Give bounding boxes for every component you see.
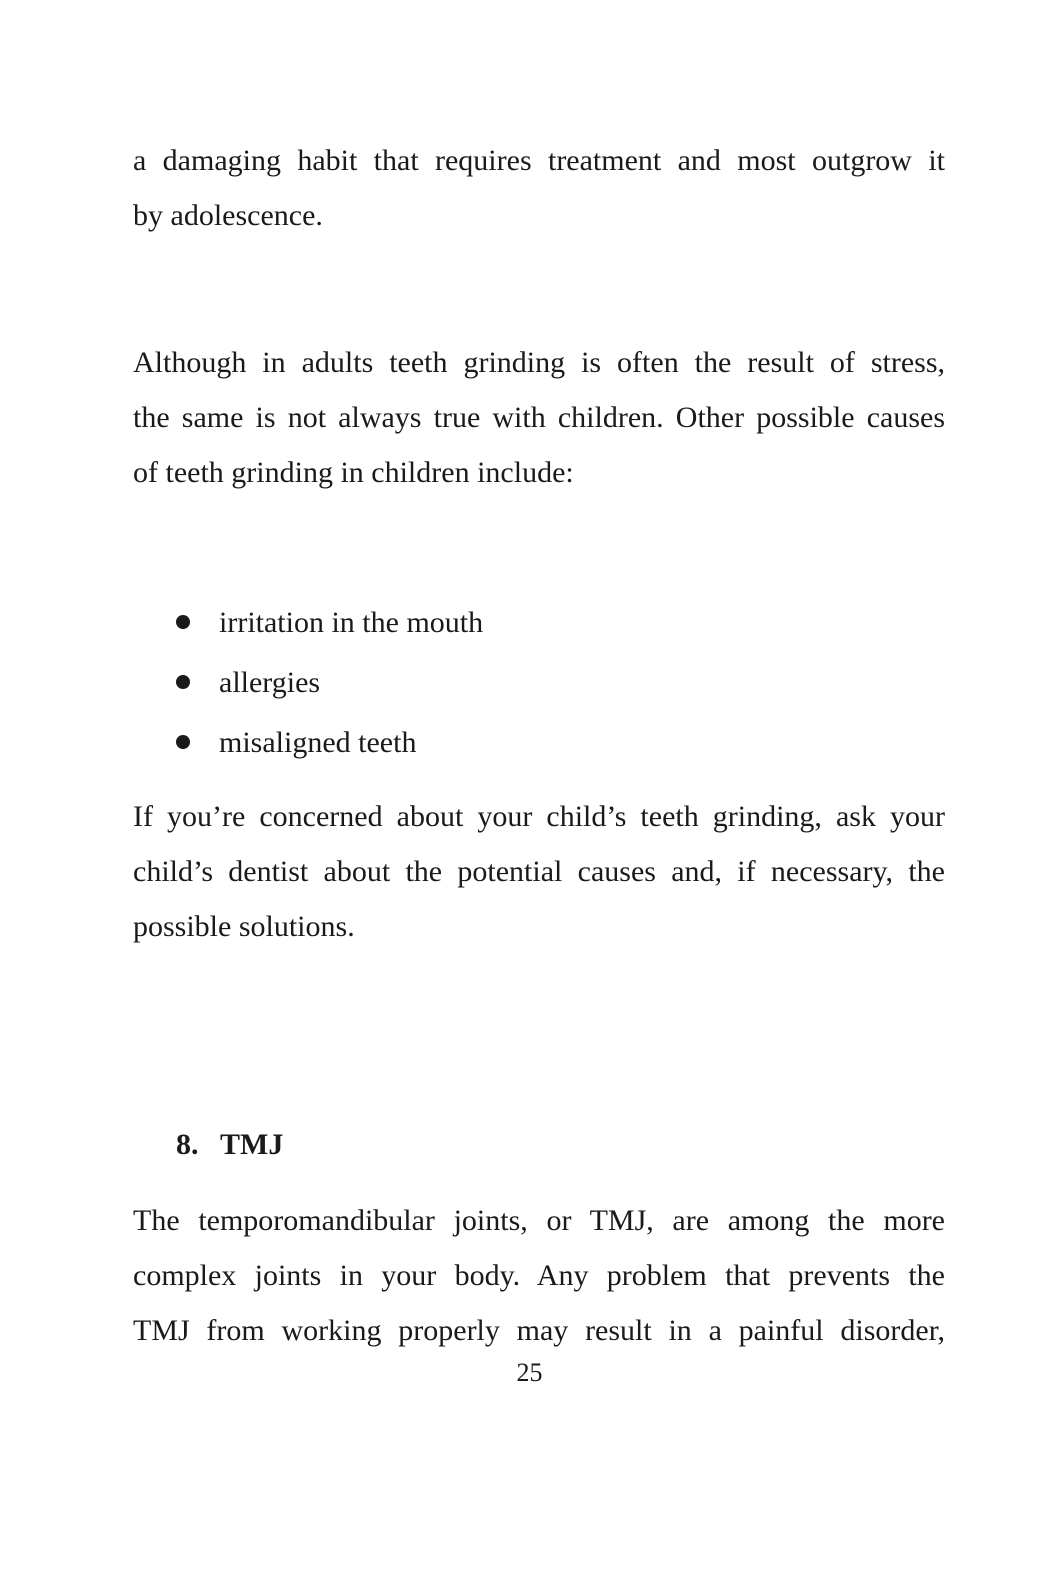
section-number: 8.: [176, 1128, 199, 1161]
section-heading: [176, 1127, 283, 1163]
list-item: misaligned teeth: [219, 726, 417, 759]
paragraph-2-line-2: the same is not always true with children. Other possible causes: [133, 401, 945, 434]
paragraph-4-line-2: complex joints in your body. Any problem that prevents the: [133, 1259, 945, 1292]
paragraph-2-line-3: of teeth grinding in children include:: [133, 456, 574, 489]
paragraph-1-line-1: a damaging habit that requires treatment and most outgrow it: [133, 144, 945, 177]
list-item: allergies: [219, 666, 321, 699]
paragraph-3-line-3: possible solutions.: [133, 910, 355, 943]
bullet-dot-icon: [176, 615, 190, 629]
section-title: TMJ: [220, 1128, 284, 1161]
paragraph-2-line-1: Although in adults teeth grinding is often the result of stress,: [133, 346, 945, 379]
bullet-dot-icon: [176, 735, 190, 749]
paragraph-3-line-1: If you’re concerned about your child’s teeth grinding, ask your: [133, 800, 945, 833]
list-item: irritation in the mouth: [219, 606, 484, 639]
paragraph-1-line-2: by adolescence.: [133, 199, 323, 232]
paragraph-3-line-2: child’s dentist about the potential causes and, if necessary, the: [133, 855, 945, 888]
page-number: 25: [516, 1358, 543, 1387]
bullet-dot-icon: [176, 675, 190, 689]
paragraph-4-line-3: TMJ from working properly may result in a painful disorder,: [133, 1314, 945, 1347]
paragraph-4-line-1: The temporomandibular joints, or TMJ, are among the more: [133, 1204, 945, 1237]
